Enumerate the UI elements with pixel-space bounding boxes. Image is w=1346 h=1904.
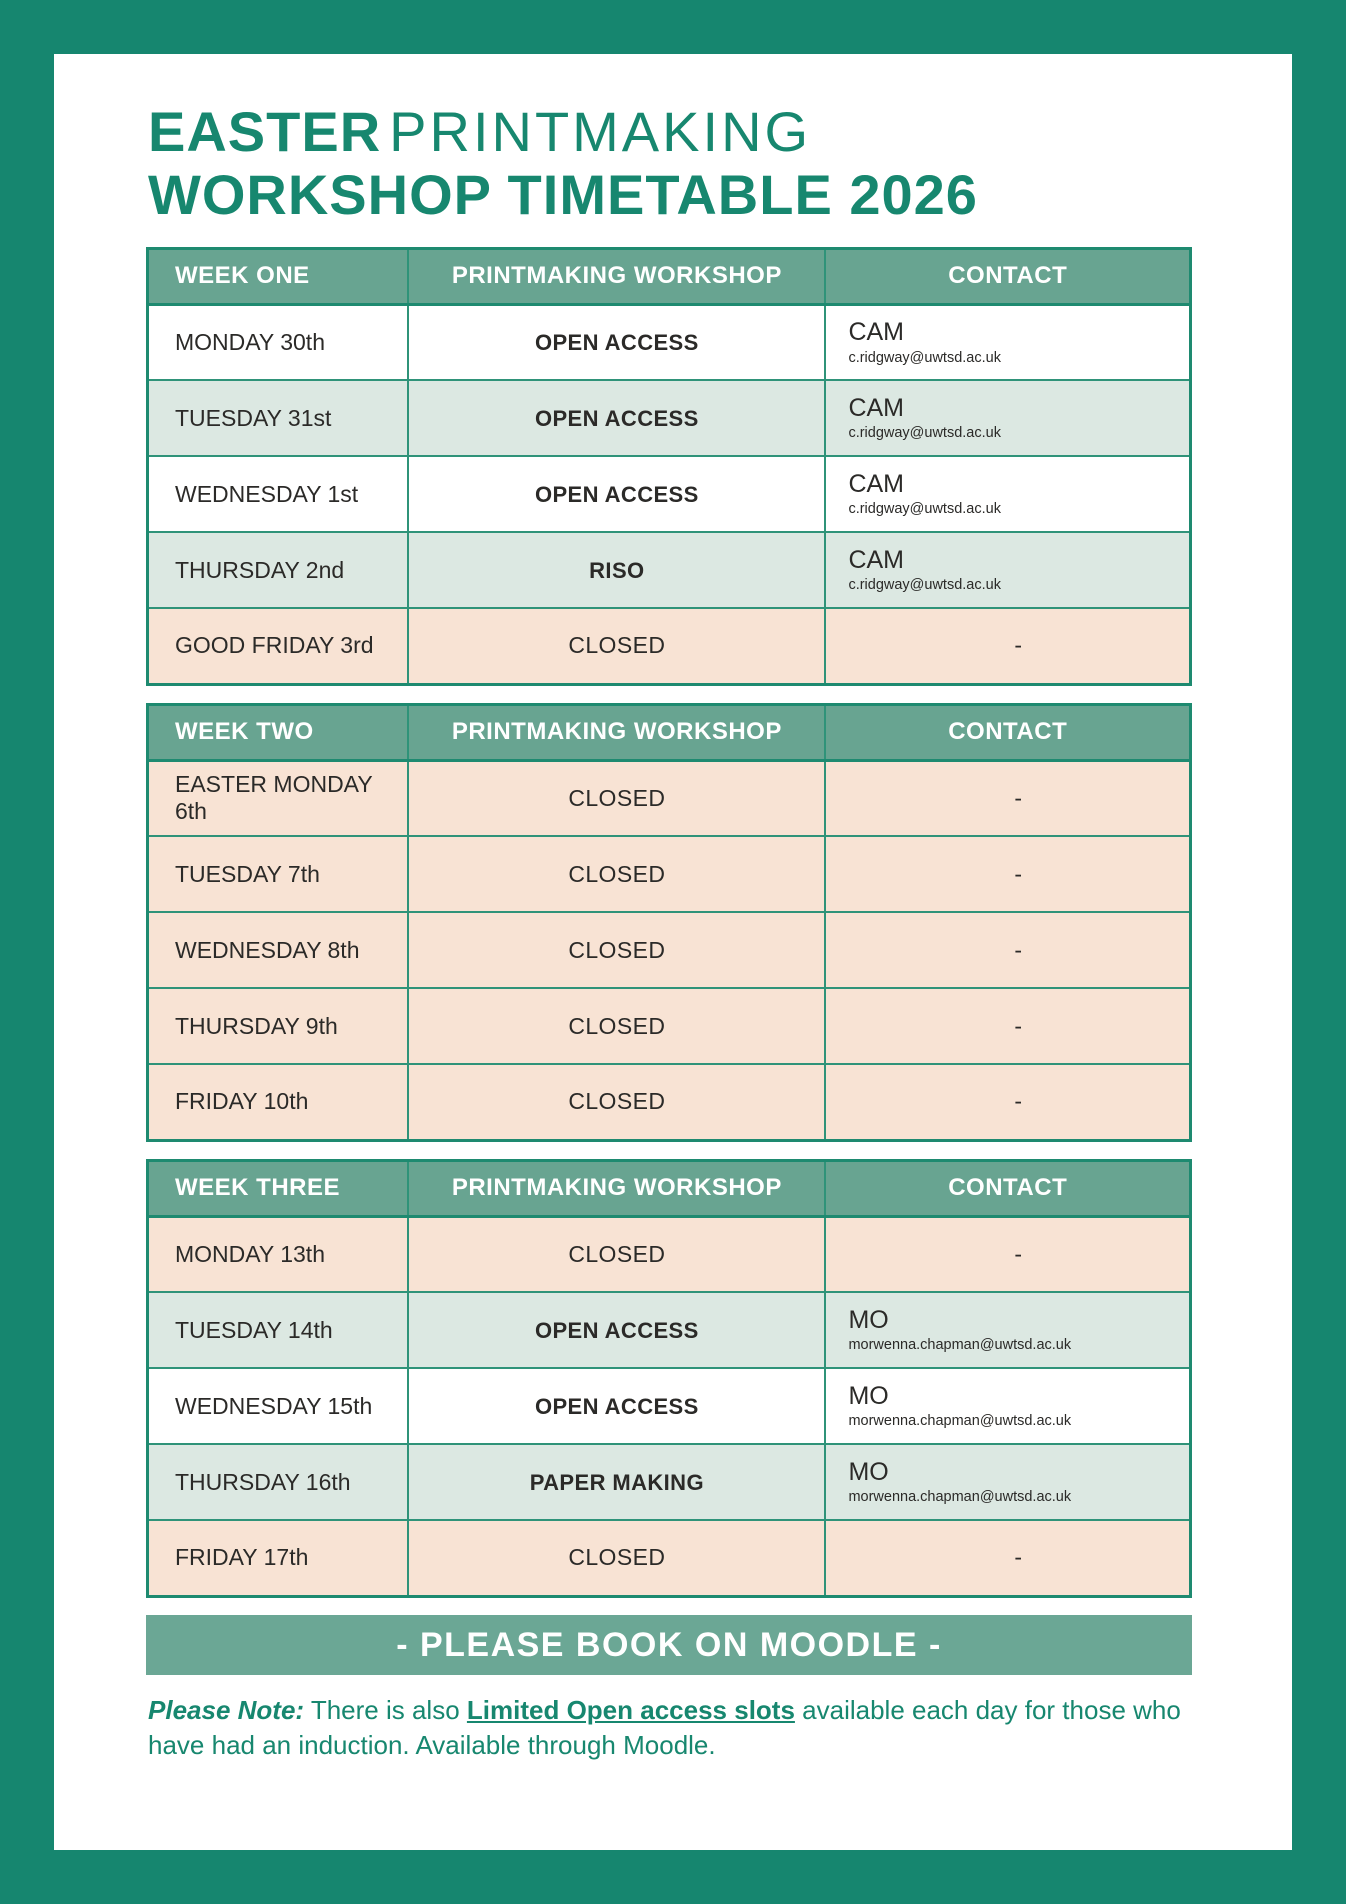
contact-cell [825,912,1190,988]
table-row [148,1368,1191,1444]
workshop-label: CLOSED [568,632,666,659]
workshop-cell [408,836,825,912]
table-row [148,532,1191,608]
contact-dash: - [1014,936,1023,963]
day-cell: WEDNESDAY 1st [148,456,409,532]
day-cell: WEDNESDAY 15th [148,1368,409,1444]
contact-cell [825,1520,1190,1596]
header-row [148,248,1191,304]
header-row [148,704,1191,760]
day-cell: THURSDAY 9th [148,988,409,1064]
day-cell: EASTER MONDAY 6th [148,760,409,836]
table-row [148,988,1191,1064]
workshop-cell [408,912,825,988]
day-cell: WEDNESDAY 8th [148,912,409,988]
contact-name: MO [848,1457,889,1486]
workshop-label: CLOSED [568,936,666,963]
workshop-label: PAPER MAKING [529,1469,704,1495]
contact-cell [825,1064,1190,1140]
contact-name: CAM [848,469,904,498]
table-row [148,1064,1191,1140]
contact-email: morwenna.chapman@uwtsd.ac.uk [848,1489,1072,1506]
workshop-label: OPEN ACCESS [534,1393,699,1419]
table-row [148,836,1191,912]
contact-email: morwenna.chapman@uwtsd.ac.uk [848,1413,1072,1430]
timetable-head [148,704,1191,760]
workshop-cell [408,1368,825,1444]
timetable-week-two [146,703,1192,1142]
contact-dash: - [1014,1240,1023,1267]
workshop-column-header: PRINTMAKING WORKSHOP [408,248,825,304]
contact-dash: - [1014,1544,1023,1571]
footnote-prefix: Please Note: [148,1694,305,1725]
day-cell: FRIDAY 10th [148,1064,409,1140]
contact-column-header: CONTACT [825,704,1190,760]
workshop-label: CLOSED [568,784,666,811]
workshop-cell [408,456,825,532]
contact-cell [825,1444,1190,1520]
footnote-text-before: There is also [304,1694,467,1725]
workshop-cell [408,1444,825,1520]
contact-cell [825,760,1190,836]
workshop-label: CLOSED [568,1240,666,1267]
workshop-cell [408,760,825,836]
contact-email: c.ridgway@uwtsd.ac.uk [848,349,1001,366]
table-row [148,608,1191,684]
workshop-label: OPEN ACCESS [534,405,699,431]
workshop-label: OPEN ACCESS [534,329,699,355]
workshop-label: CLOSED [568,1088,666,1115]
day-cell: MONDAY 13th [148,1216,409,1292]
table-row [148,1216,1191,1292]
contact-cell [825,836,1190,912]
contact-dash: - [1014,632,1023,659]
timetable-body [148,760,1191,1140]
contact-email: c.ridgway@uwtsd.ac.uk [848,501,1001,518]
contact-column-header: CONTACT [825,1160,1190,1216]
week-label: WEEK THREE [148,1160,409,1216]
workshop-cell [408,1292,825,1368]
workshop-column-header: PRINTMAKING WORKSHOP [408,1160,825,1216]
workshop-label: OPEN ACCESS [534,1317,699,1343]
workshop-label: RISO [589,557,645,583]
table-row [148,380,1191,456]
workshop-cell [408,1216,825,1292]
contact-cell [825,1216,1190,1292]
table-row [148,1292,1191,1368]
timetable-week-one [146,247,1192,686]
workshop-cell [408,1064,825,1140]
page-title [148,102,1192,225]
contact-name: MO [848,1305,889,1334]
contact-dash: - [1014,860,1023,887]
timetable-week-three [146,1159,1192,1598]
footnote-text-after: available each day for those who have had an induction. Available through Moodle. [148,1694,1181,1760]
contact-cell [825,304,1190,380]
week-label: WEEK TWO [148,704,409,760]
contact-cell [825,380,1190,456]
timetable-head [148,248,1191,304]
table-row [148,304,1191,380]
timetable-body [148,1216,1191,1596]
contact-name: CAM [848,317,904,346]
workshop-label: OPEN ACCESS [534,481,699,507]
workshop-cell [408,608,825,684]
day-cell: THURSDAY 2nd [148,532,409,608]
workshop-column-header: PRINTMAKING WORKSHOP [408,704,825,760]
workshop-cell [408,532,825,608]
contact-cell [825,456,1190,532]
workshop-label: CLOSED [568,1544,666,1571]
footnote-underlined: Limited Open access slots [466,1694,795,1725]
day-cell: GOOD FRIDAY 3rd [148,608,409,684]
contact-name: CAM [848,393,904,422]
moodle-banner [146,1615,1192,1675]
contact-cell [825,988,1190,1064]
workshop-cell [408,1520,825,1596]
workshop-cell [408,380,825,456]
contact-cell [825,1368,1190,1444]
day-cell: MONDAY 30th [148,304,409,380]
contact-column-header: CONTACT [825,248,1190,304]
timetable-head [148,1160,1191,1216]
table-row [148,1520,1191,1596]
table-row [148,760,1191,836]
timetables-container [146,247,1192,1598]
contact-cell [825,532,1190,608]
contact-dash: - [1014,784,1023,811]
day-cell: TUESDAY 7th [148,836,409,912]
contact-email: c.ridgway@uwtsd.ac.uk [848,425,1001,442]
day-cell: TUESDAY 14th [148,1292,409,1368]
table-row [148,456,1191,532]
contact-cell [825,1292,1190,1368]
title-line2: WORKSHOP TIMETABLE 2026 [148,163,978,227]
table-row [148,912,1191,988]
poster-page [54,54,1292,1850]
contact-name: CAM [848,545,904,574]
contact-dash: - [1014,1012,1023,1039]
contact-name: MO [848,1381,889,1410]
contact-dash: - [1014,1088,1023,1115]
timetable-body [148,304,1191,684]
contact-email: c.ridgway@uwtsd.ac.uk [848,577,1001,594]
workshop-label: CLOSED [568,860,666,887]
title-word-printmaking: PRINTMAKING [389,100,812,163]
contact-email: morwenna.chapman@uwtsd.ac.uk [848,1337,1072,1354]
footnote [148,1693,1192,1763]
workshop-cell [408,304,825,380]
table-row [148,1444,1191,1520]
day-cell: THURSDAY 16th [148,1444,409,1520]
day-cell: TUESDAY 31st [148,380,409,456]
moodle-banner-label: - PLEASE BOOK ON MOODLE - [396,1625,942,1664]
contact-cell [825,608,1190,684]
title-word-easter: EASTER [148,100,382,163]
header-row [148,1160,1191,1216]
workshop-cell [408,988,825,1064]
day-cell: FRIDAY 17th [148,1520,409,1596]
week-label: WEEK ONE [148,248,409,304]
workshop-label: CLOSED [568,1012,666,1039]
